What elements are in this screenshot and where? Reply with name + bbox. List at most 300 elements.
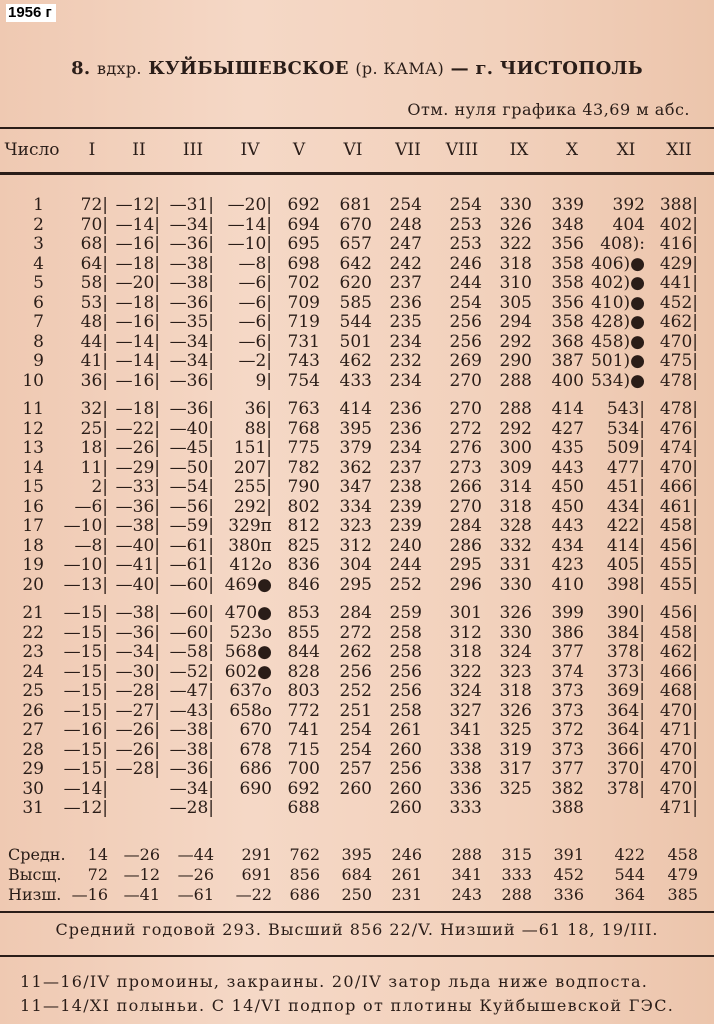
level-value: 462| xyxy=(659,642,698,662)
level-value: 364| xyxy=(606,700,645,721)
day-number: 3 xyxy=(33,234,44,254)
level-value: —2| xyxy=(238,351,272,371)
level-value: 292 xyxy=(499,331,532,352)
level-value: 803 xyxy=(287,681,320,701)
level-value: 36| xyxy=(244,399,272,419)
header-month-I: I xyxy=(88,140,96,160)
day-number: 19 xyxy=(22,555,44,575)
level-value: 240 xyxy=(389,535,422,556)
summary-value: 856 xyxy=(289,865,320,884)
summary-value: 544 xyxy=(614,865,645,884)
level-value: 88| xyxy=(244,418,272,439)
level-value: 461| xyxy=(659,496,698,517)
level-value: —60| xyxy=(169,574,214,595)
level-value: 470| xyxy=(659,700,698,721)
level-value: 775 xyxy=(287,438,320,458)
level-value: —56| xyxy=(169,496,214,517)
level-value: 802 xyxy=(287,496,320,517)
level-value: 698 xyxy=(287,253,320,274)
level-value: 434| xyxy=(606,496,645,517)
level-value: 466| xyxy=(659,477,698,497)
level-value: 470| xyxy=(659,759,698,779)
level-value: 304 xyxy=(339,555,372,575)
level-value: 329п xyxy=(228,516,272,536)
level-value: —43| xyxy=(169,700,214,721)
level-value: 410 xyxy=(551,574,584,595)
level-value: 239 xyxy=(389,496,422,517)
level-value: —58| xyxy=(169,642,214,662)
level-value: 256 xyxy=(389,681,422,701)
level-value: 456| xyxy=(659,535,698,556)
level-value: 501 xyxy=(339,331,372,352)
header-month-VIII: VIII xyxy=(445,140,479,160)
level-value: 836 xyxy=(287,555,320,575)
gauge-datum: Отм. нуля графика 43,69 м абс. xyxy=(407,100,690,119)
day-number: 20 xyxy=(22,574,44,595)
level-value: —38| xyxy=(169,253,214,274)
table-row xyxy=(0,332,714,352)
level-value: 356 xyxy=(551,234,584,254)
level-value: 509| xyxy=(606,438,645,458)
level-value: 392 xyxy=(612,195,645,215)
level-value: 719 xyxy=(287,312,320,332)
header-month-III: III xyxy=(182,140,204,160)
table-row xyxy=(0,497,714,517)
level-value: 441| xyxy=(659,273,698,293)
level-value: 288 xyxy=(499,399,532,419)
level-value: 812 xyxy=(287,516,320,536)
level-value: 36| xyxy=(80,370,108,391)
level-value: —59| xyxy=(169,516,214,536)
level-value: 414 xyxy=(551,399,584,419)
day-number: 12 xyxy=(22,418,44,439)
day-number: 5 xyxy=(33,273,44,293)
note-line-2: 11—14/XI полыньи. С 14/VI подпор от плотины Куйбышевской ГЭС. xyxy=(20,996,675,1015)
summary-value: 422 xyxy=(614,845,645,864)
level-value: 338 xyxy=(449,739,482,760)
summary-value: 291 xyxy=(241,845,272,864)
level-value: 256 xyxy=(449,312,482,332)
level-value: 253 xyxy=(449,234,482,254)
level-value: 242 xyxy=(389,253,422,274)
table-row xyxy=(0,575,714,595)
table-row xyxy=(0,701,714,721)
level-value: 323 xyxy=(339,516,372,536)
level-value: 260 xyxy=(389,778,422,799)
level-value: 388| xyxy=(659,195,698,215)
table-row xyxy=(0,623,714,643)
level-value: —18| xyxy=(115,292,160,313)
summary-value: 243 xyxy=(451,885,482,904)
level-value: 254 xyxy=(339,720,372,740)
level-value: —36| xyxy=(115,622,160,643)
level-value: 370| xyxy=(606,759,645,779)
level-value: 322 xyxy=(449,661,482,682)
level-value: 2| xyxy=(91,477,108,497)
level-value: 670 xyxy=(339,214,372,235)
level-value: 470| xyxy=(659,778,698,799)
summary-value: 288 xyxy=(501,885,532,904)
level-value: 534)● xyxy=(591,370,645,391)
level-value: 373 xyxy=(551,739,584,760)
level-value: 356 xyxy=(551,292,584,313)
level-value: 373 xyxy=(551,700,584,721)
level-value: —8| xyxy=(74,535,108,556)
level-value: 324 xyxy=(449,681,482,701)
table-row xyxy=(0,195,714,215)
level-value: 544 xyxy=(339,312,372,332)
header-month-XII: XII xyxy=(666,140,692,160)
level-value: —6| xyxy=(238,312,272,332)
level-value: 462| xyxy=(659,312,698,332)
table-row xyxy=(0,351,714,371)
level-value: —60| xyxy=(169,622,214,643)
table-row xyxy=(0,477,714,497)
level-value: 347 xyxy=(339,477,372,497)
level-value: 151| xyxy=(233,438,272,458)
level-value: 319 xyxy=(499,739,532,760)
summary-value: —12 xyxy=(123,865,160,884)
level-value: 234 xyxy=(389,331,422,352)
level-value xyxy=(326,798,372,818)
level-value: 18| xyxy=(80,438,108,458)
level-value: 251 xyxy=(339,700,372,721)
table-row xyxy=(0,536,714,556)
level-value: 261 xyxy=(389,720,422,740)
notes-rule xyxy=(0,955,714,957)
level-value: —10| xyxy=(63,516,108,536)
level-value: 434 xyxy=(551,535,584,556)
table-row xyxy=(0,681,714,701)
level-value: 395 xyxy=(339,418,372,439)
level-value: 309 xyxy=(499,457,532,478)
day-number: 30 xyxy=(22,778,44,799)
level-value: 416| xyxy=(659,234,698,254)
level-value: —10| xyxy=(227,234,272,254)
level-value: 754 xyxy=(287,370,320,391)
level-value: 468| xyxy=(659,681,698,701)
level-value: 252 xyxy=(339,681,372,701)
level-value: 368 xyxy=(551,331,584,352)
level-value: —15| xyxy=(63,739,108,760)
level-value: 470| xyxy=(659,331,698,352)
day-number: 21 xyxy=(22,603,44,623)
table-row xyxy=(0,662,714,682)
level-value: 568● xyxy=(224,642,272,662)
summary-value: 315 xyxy=(501,845,532,864)
level-value: —40| xyxy=(169,418,214,439)
level-value: 364| xyxy=(606,720,645,740)
level-value: 58| xyxy=(80,273,108,293)
level-value: 476| xyxy=(659,418,698,439)
summary-value: 686 xyxy=(289,885,320,904)
table-row xyxy=(0,720,714,740)
level-value: 378| xyxy=(606,642,645,662)
level-value: 475| xyxy=(659,351,698,371)
header-day: Число xyxy=(4,140,60,160)
level-value: 388 xyxy=(551,798,584,818)
level-value: —34| xyxy=(169,214,214,235)
level-value: —41| xyxy=(115,555,160,575)
level-value: 301 xyxy=(449,603,482,623)
level-value: 410)● xyxy=(591,292,645,313)
level-value: 458| xyxy=(659,516,698,536)
level-value: 642 xyxy=(339,253,372,274)
level-value: —34| xyxy=(115,642,160,662)
summary-value: —41 xyxy=(123,885,160,904)
level-value: 543| xyxy=(606,399,645,419)
level-value: —36| xyxy=(115,496,160,517)
level-value: —40| xyxy=(115,574,160,595)
level-value: 366| xyxy=(606,739,645,760)
day-number: 16 xyxy=(22,496,44,517)
level-value: 269 xyxy=(449,351,482,371)
level-value: 470● xyxy=(224,603,272,623)
table-row xyxy=(0,254,714,274)
level-value: —61| xyxy=(169,535,214,556)
level-value: 678 xyxy=(239,739,272,760)
level-value: 270 xyxy=(449,496,482,517)
level-value: 358 xyxy=(551,312,584,332)
level-value: 402)● xyxy=(591,273,645,293)
day-number: 7 xyxy=(33,312,44,332)
level-value: 681 xyxy=(339,195,372,215)
level-value: 256 xyxy=(389,759,422,779)
level-value: —13| xyxy=(63,574,108,595)
summary-value: 691 xyxy=(241,865,272,884)
level-value: 602● xyxy=(224,661,272,682)
header-month-VII: VII xyxy=(395,140,421,160)
table-row xyxy=(0,215,714,235)
level-value: 790 xyxy=(287,477,320,497)
level-value: 288 xyxy=(499,370,532,391)
level-value: 253 xyxy=(449,214,482,235)
level-value: 386 xyxy=(551,622,584,643)
level-value: —20| xyxy=(115,273,160,293)
day-number: 15 xyxy=(22,477,44,497)
level-value: 373 xyxy=(551,681,584,701)
title-separator: — г. xyxy=(450,58,494,79)
annual-summary: Средний годовой 293. Высший 856 22/V. Низший —61 18, 19/III. xyxy=(55,920,659,939)
level-value: 300 xyxy=(499,438,532,458)
level-value: —8| xyxy=(238,253,272,274)
level-value: 408): xyxy=(600,234,645,254)
level-value: 694 xyxy=(287,214,320,235)
table-row xyxy=(0,419,714,439)
level-value: 310 xyxy=(499,273,532,293)
level-value: 276 xyxy=(449,438,482,458)
level-value: 318 xyxy=(449,642,482,662)
level-value: 294 xyxy=(499,312,532,332)
level-value: 478| xyxy=(659,370,698,391)
level-value: 700 xyxy=(287,759,320,779)
level-value: 358 xyxy=(551,273,584,293)
level-value: 317 xyxy=(499,759,532,779)
level-value: 373| xyxy=(606,661,645,682)
level-value: —6| xyxy=(238,292,272,313)
table-row xyxy=(0,438,714,458)
level-value: 330 xyxy=(499,574,532,595)
level-value: 474| xyxy=(659,438,698,458)
level-value: 330 xyxy=(499,195,532,215)
summary-row xyxy=(0,885,714,905)
level-value: —45| xyxy=(169,438,214,458)
level-value: 296 xyxy=(449,574,482,595)
level-value: —36| xyxy=(169,234,214,254)
level-value: 387 xyxy=(551,351,584,371)
level-value: 236 xyxy=(389,292,422,313)
level-value: 326 xyxy=(499,700,532,721)
level-value: 501)● xyxy=(591,351,645,371)
level-value: 9| xyxy=(255,370,272,391)
level-value: 377 xyxy=(551,759,584,779)
level-value: 11| xyxy=(80,457,108,478)
level-value xyxy=(112,798,160,818)
level-value: —34| xyxy=(169,351,214,371)
level-value: 768 xyxy=(287,418,320,439)
level-value: 260 xyxy=(389,739,422,760)
table-row xyxy=(0,273,714,293)
level-value: 53| xyxy=(80,292,108,313)
level-value: 372 xyxy=(551,720,584,740)
level-value: 657 xyxy=(339,234,372,254)
level-value: 272 xyxy=(339,622,372,643)
level-value: 743 xyxy=(287,351,320,371)
level-value: —38| xyxy=(169,720,214,740)
day-number: 27 xyxy=(22,720,44,740)
summary-value: 288 xyxy=(451,845,482,864)
level-value: 455| xyxy=(659,574,698,595)
level-value: 68| xyxy=(80,234,108,254)
level-value: 390| xyxy=(606,603,645,623)
level-value: —16| xyxy=(63,720,108,740)
level-value: 477| xyxy=(606,457,645,478)
table-row xyxy=(0,293,714,313)
level-value: —26| xyxy=(115,438,160,458)
year-label: 1956 г xyxy=(6,4,56,22)
summary-row xyxy=(0,865,714,885)
level-value: 255| xyxy=(233,477,272,497)
level-value: 731 xyxy=(287,331,320,352)
level-value: 326 xyxy=(499,214,532,235)
station-title xyxy=(0,58,714,79)
level-value xyxy=(486,798,532,818)
summary-value: 364 xyxy=(614,885,645,904)
level-value: 234 xyxy=(389,438,422,458)
summary-value: —61 xyxy=(177,885,214,904)
summary-value: 333 xyxy=(501,865,532,884)
level-value: 273 xyxy=(449,457,482,478)
level-value: 248 xyxy=(389,214,422,235)
level-value: 236 xyxy=(389,399,422,419)
level-value: —26| xyxy=(115,720,160,740)
level-value: 451| xyxy=(606,477,645,497)
level-value: —26| xyxy=(115,739,160,760)
level-value: 443 xyxy=(551,516,584,536)
level-value: 257 xyxy=(339,759,372,779)
level-value: —40| xyxy=(115,535,160,556)
table-row xyxy=(0,642,714,662)
level-value: 266 xyxy=(449,477,482,497)
header-month-XI: XI xyxy=(616,140,636,160)
title-town: ЧИСТОПОЛЬ xyxy=(499,58,643,79)
summary-value: 762 xyxy=(289,845,320,864)
day-number: 9 xyxy=(33,351,44,371)
level-value: 312 xyxy=(339,535,372,556)
level-value: —12| xyxy=(115,195,160,215)
level-value: 772 xyxy=(287,700,320,721)
level-value: 846 xyxy=(287,574,320,595)
level-value: 290 xyxy=(499,351,532,371)
day-number: 10 xyxy=(22,370,44,391)
level-value: —36| xyxy=(169,292,214,313)
level-value: 256 xyxy=(449,331,482,352)
table-row xyxy=(0,399,714,419)
level-value: 254 xyxy=(449,292,482,313)
level-value: 405| xyxy=(606,555,645,575)
level-value: 336 xyxy=(449,778,482,799)
level-value: 404 xyxy=(612,214,645,235)
level-value: —6| xyxy=(238,331,272,352)
level-value: —52| xyxy=(169,661,214,682)
level-value: 688 xyxy=(287,798,320,818)
day-number: 13 xyxy=(22,438,44,458)
level-value: 284 xyxy=(339,603,372,623)
level-value: —31| xyxy=(169,195,214,215)
level-value: 378| xyxy=(606,778,645,799)
level-value: 318 xyxy=(499,681,532,701)
level-value: 853 xyxy=(287,603,320,623)
level-value: 412о xyxy=(229,555,272,575)
table-row xyxy=(0,371,714,391)
level-value: 252 xyxy=(389,574,422,595)
level-value: 828 xyxy=(287,661,320,682)
level-value: —28| xyxy=(115,759,160,779)
level-value: 235 xyxy=(389,312,422,332)
level-value: —60| xyxy=(169,603,214,623)
level-value: 325 xyxy=(499,778,532,799)
level-value: 358 xyxy=(551,253,584,274)
level-value: 741 xyxy=(287,720,320,740)
level-value xyxy=(589,798,645,818)
summary-label: Средн. xyxy=(8,845,66,864)
header-top-rule xyxy=(0,127,714,129)
level-value: 471| xyxy=(659,798,698,818)
header-month-V: V xyxy=(292,140,306,160)
level-value: 534| xyxy=(606,418,645,439)
level-value: —6| xyxy=(74,496,108,517)
level-value: 458)● xyxy=(591,331,645,352)
level-value: —61| xyxy=(169,555,214,575)
level-value: —28| xyxy=(169,798,214,818)
level-value: 428)● xyxy=(591,312,645,332)
level-value: —16| xyxy=(115,234,160,254)
level-value: 585 xyxy=(339,292,372,313)
level-value: 398| xyxy=(606,574,645,595)
level-value: 422| xyxy=(606,516,645,536)
level-value: 247 xyxy=(389,234,422,254)
level-value: —15| xyxy=(63,759,108,779)
level-value: 305 xyxy=(499,292,532,313)
level-value: 715 xyxy=(287,739,320,760)
day-number: 22 xyxy=(22,622,44,643)
level-value: 469● xyxy=(224,574,272,595)
level-value: —50| xyxy=(169,457,214,478)
level-value: 334 xyxy=(339,496,372,517)
level-value: 670 xyxy=(239,720,272,740)
level-value: 702 xyxy=(287,273,320,293)
level-value: 462 xyxy=(339,351,372,371)
